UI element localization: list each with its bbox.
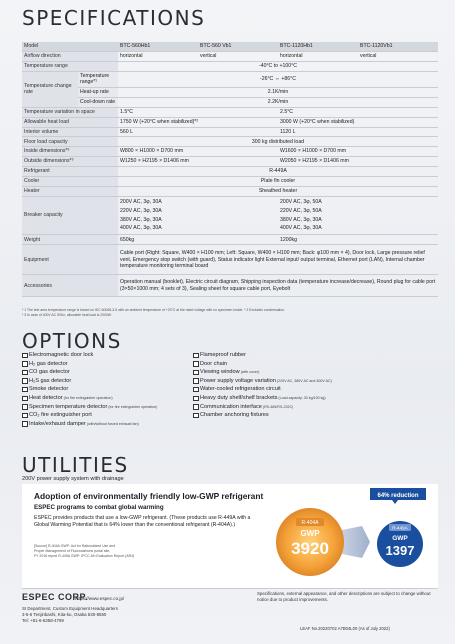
option-label: Heat detector (29, 394, 63, 401)
option-note: (for fire extinguisher operation) (108, 404, 158, 409)
options-left-column (22, 351, 193, 428)
table-row: Allowable heat load 1750 W (+20°C when stabilized)*² 3000 W (+20°C when stabilized) (22, 117, 438, 127)
company-address: SI Department, Custom Equipment Headquarters 3-5-6 Tenjinbashi, Kita-ku, Osaka 530-8550 Tel: +81-6-6358-4759 (22, 606, 118, 623)
checkbox-icon (193, 396, 199, 402)
checkbox-icon (193, 361, 199, 367)
table-row: Temperature variation in space 1.5°C 2.5°C (22, 107, 438, 117)
reduction-badge-text: 64% reduction (377, 493, 419, 499)
table-row: Inside dimensions*³ W800 × H1000 × D700 mm W1600 × H1000 × D700 mm (22, 147, 438, 157)
table-row: Cool-down rate 2.2K/min (22, 97, 438, 107)
checkbox-icon (193, 413, 199, 419)
option-label: H₂S gas detector (29, 377, 72, 384)
checkbox-icon (193, 378, 199, 384)
table-row: Heater Sheathed heater (22, 186, 438, 196)
option-label: H₂ gas detector (29, 360, 68, 367)
checkbox-icon (22, 413, 28, 419)
option-item (22, 403, 193, 412)
footer-divider (22, 588, 438, 589)
table-row: Accessories Operation manual (booklet), Electric circuit diagram, Shipping inspection data (temperature increase/decrease), Round plug for cable port (3×50×1000 mm; 4 sets of 3), Sealing sheet for square cable port, Eyebolt (22, 275, 438, 297)
option-label: Door chain (200, 360, 228, 367)
option-item (22, 420, 193, 429)
option-item (193, 351, 438, 360)
options-right-column (193, 351, 438, 428)
r404a-label: R-404A (301, 520, 319, 526)
table-row: Breaker capacity 200V AC, 3φ, 30A 220V AC, 3φ, 30A 380V AC, 3φ, 30A 400V AC, 3φ, 30A 200V AC, 3φ, 50A 220V AC, 3φ, 50A 380V AC, 3φ, 30A 400V AC, 3φ, 30A (22, 196, 438, 235)
table-row: Outside dimensions*³ W1250 × H2195 × D1406 mm W2050 × H2195 × D1406 mm (22, 157, 438, 167)
table-row: Airflow direction horizontal vertical horizontal vertical (22, 51, 438, 61)
option-label: CO gas detector (29, 369, 70, 376)
utilities-heading: UTILITIES (22, 453, 129, 477)
checkbox-icon (22, 404, 28, 410)
option-item (22, 394, 193, 403)
option-item (193, 403, 438, 412)
checkbox-icon (22, 353, 28, 359)
table-row: Floor load capacity 300 kg distributed load (22, 137, 438, 147)
option-label: Communication interface (200, 403, 262, 410)
option-label: Intake/exhaust damper (29, 420, 86, 427)
option-item (193, 377, 438, 386)
table-row: Interior volume 560 L 1120 L (22, 127, 438, 137)
options-list (22, 351, 438, 428)
spec-footnotes: * 1 The test area temperature range is based on IEC 60068-3-5 with an ambient temperature of +23°C at the rated voltage with no specimen inside. * 2 Excludes condensation. * 3 In case of 400V AC 50Hz, allowable heat load is 2000W. (22, 308, 285, 317)
leaflet-number: LEAF No.20220702 A7B04L00 (As of July 2022) (300, 626, 390, 631)
gwp-comparison-graphic (262, 484, 438, 588)
checkbox-icon (22, 361, 28, 367)
company-url-link[interactable]: https://www.espec.co.jp/ (75, 596, 125, 601)
gwp-subtitle: ESPEC programs to combat global warming (34, 504, 164, 511)
r449a-circle (377, 521, 423, 567)
option-label: Heavy duty shelf/shelf brackets (200, 394, 278, 401)
option-note: (with cover) (240, 370, 260, 375)
checkbox-icon (22, 378, 28, 384)
table-row: Weight 650kg 1200kg (22, 235, 438, 245)
option-item (193, 394, 438, 403)
option-note: (220V AC, 380V AC and 400V AC) (276, 378, 332, 383)
option-item (22, 411, 193, 420)
disclaimer: Specifications, external appearance, and other descriptions are subject to change without notice due to product improvements. (257, 591, 431, 602)
option-label: Chamber anchoring fixtures (200, 412, 269, 419)
option-label: Power supply voltage variation (200, 377, 276, 384)
gwp-title: Adoption of environmentally friendly low-GWP refrigerant (34, 491, 264, 501)
specifications-heading: SPECIFICATIONS (22, 6, 206, 30)
option-note: (Load capacity: 30 kg/100 kg) (278, 395, 326, 400)
option-label: Viewing window (200, 369, 240, 376)
option-note: (for fire extinguisher operation) (63, 395, 113, 400)
option-item (22, 360, 193, 369)
option-note: (RS-485/RS-232C) (262, 404, 294, 409)
gwp-panel (22, 484, 438, 588)
option-item (22, 368, 193, 377)
option-item (22, 377, 193, 386)
r404a-gwp-label: GWP (300, 529, 320, 538)
company-logo: ESPEC CORP. (22, 592, 88, 602)
checkbox-icon (193, 404, 199, 410)
checkbox-icon (22, 396, 28, 402)
checkbox-icon (22, 370, 28, 376)
table-row: Temperature change rate Temperature range*¹ -26°C ⇔ +86°C (22, 71, 438, 87)
option-item (22, 351, 193, 360)
option-item (22, 385, 193, 394)
gwp-description: ESPEC provides products that use a low-GWP refrigerant. (These products use R-449A with a Global Warming Potential that is 64% lower than the conventional refrigerant (R-404A).) (34, 515, 251, 528)
checkbox-icon (193, 353, 199, 359)
table-row: Refrigerant R-449A (22, 167, 438, 177)
option-note: (with/without forced exhaust fan) (86, 421, 139, 426)
table-row: Temperature range -40°C to +100°C (22, 61, 438, 71)
r449a-gwp-value: 1397 (385, 543, 415, 558)
option-label: Electromagnetic door lock (29, 352, 94, 358)
table-row: Equipment Cable port (Right: Square, W400 × H100 mm; Left: Square, W400 × H100 mm; Back: φ100 mm × 4), Door lock, Large pressure relief vent, Emergency stop switch (with guard), Status indicator light External input/ output terminal, Ethernet port (LAN), Internal chamber temperature monitoring terminal board (22, 245, 438, 275)
options-heading: OPTIONS (22, 329, 122, 353)
specifications-table (22, 42, 438, 297)
option-label: Specimen temperature detector (29, 403, 108, 410)
option-item (193, 411, 438, 420)
reduction-badge (370, 488, 426, 504)
r449a-gwp-label: GWP (392, 535, 408, 542)
option-label: CO₂ fire extinguisher port (29, 412, 92, 419)
gwp-source-note: [Source] R-404A GWP: Act for Rationalized Use and Proper Management of Fluorocarbons portal site, FY 2018 report R-449A GWP: IPCC 4th Evaluation Report (AR4) (34, 544, 135, 558)
r404a-gwp-value: 3920 (291, 539, 329, 558)
option-item (193, 360, 438, 369)
option-label: Smoke detector (29, 386, 69, 393)
checkbox-icon (193, 370, 199, 376)
reduction-badge-pointer (392, 500, 398, 504)
table-row: Cooler Plate fin cooler (22, 176, 438, 186)
utilities-text: 200V power supply system with drainage (22, 476, 124, 482)
option-label: Water-cooled refrigeration circuit (200, 386, 281, 393)
option-label: Flameproof rubber (200, 352, 247, 358)
table-row: Heat-up rate 2.1K/min (22, 88, 438, 98)
option-item (193, 385, 438, 394)
checkbox-icon (193, 387, 199, 393)
checkbox-icon (22, 387, 28, 393)
r449a-label: R-449A (392, 525, 408, 531)
checkbox-icon (22, 421, 28, 427)
option-item (193, 368, 438, 377)
r404a-circle (276, 508, 344, 576)
table-row: Model BTC-560Hb1 BTC-560 Vb1 BTC-1120Hb1 BTC-1120Vb1 (22, 42, 438, 51)
